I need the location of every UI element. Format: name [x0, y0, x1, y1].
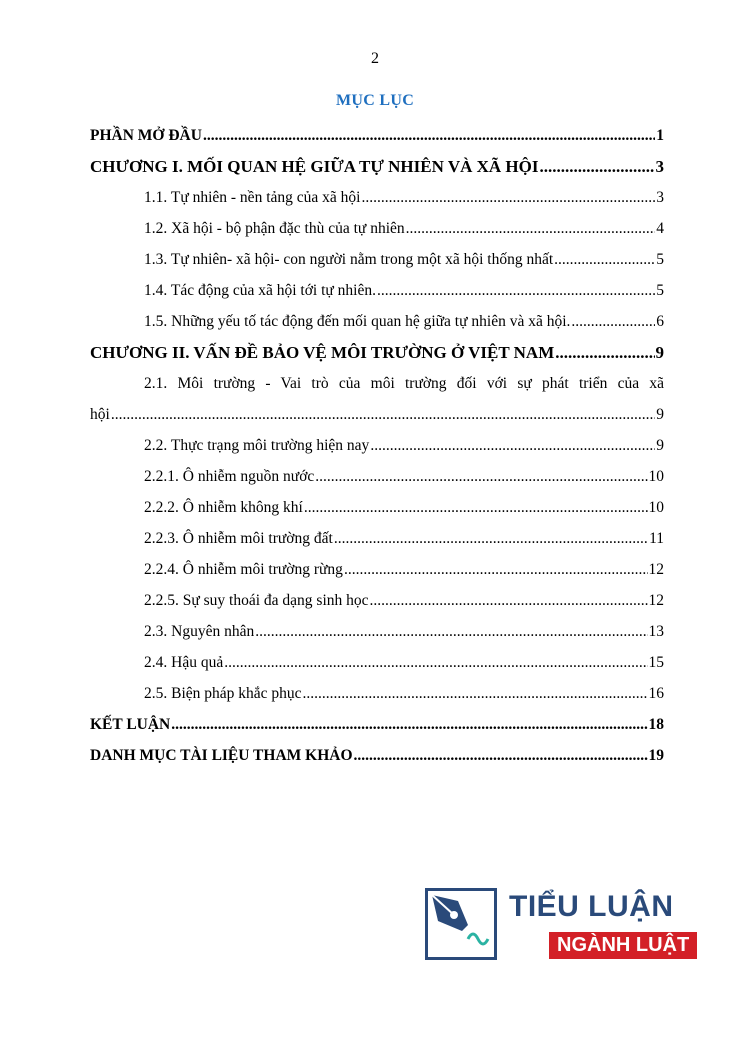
dot-leader — [304, 492, 648, 523]
toc-entry-label: 1.2. Xã hội - bộ phận đặc thù của tự nhiên — [144, 220, 405, 237]
dot-leader — [303, 678, 648, 709]
toc-entry-label: 2.2.5. Sự suy thoái đa dạng sinh học — [144, 592, 369, 609]
toc-entry-page: 12 — [648, 592, 664, 609]
toc-entry-intro[interactable] — [90, 120, 664, 151]
toc-entry-2-1[interactable] — [90, 399, 664, 430]
toc-entry-page: 6 — [656, 313, 664, 330]
brand-logo — [425, 888, 690, 966]
toc-entry-label: 2.4. Hậu quả — [144, 654, 224, 671]
toc-entry-page: 5 — [656, 282, 664, 299]
toc-entry-2-2-3[interactable] — [90, 523, 664, 554]
dot-leader — [224, 647, 647, 678]
toc-entry-label: 1.5. Những yếu tố tác động đến mối quan hệ giữa tự nhiên và xã hội. — [144, 313, 571, 330]
toc-entry-label: 2.2.2. Ô nhiễm không khí — [144, 499, 303, 516]
toc-entry-label: 2.3. Nguyên nhân — [144, 623, 255, 640]
toc-entry-page: 10 — [648, 499, 664, 516]
toc-entry-2-5[interactable] — [90, 678, 664, 709]
dot-leader — [111, 399, 655, 430]
toc-entry-2-1-line1[interactable]: 2.1. Môi trường - Vai trò của môi trường đối với sự phát triển của xã — [144, 375, 664, 392]
dot-leader — [539, 151, 654, 182]
toc-entry-conclusion[interactable] — [90, 709, 664, 740]
toc-entry-page: 11 — [649, 530, 664, 547]
toc-entry-1-2[interactable] — [90, 213, 664, 244]
toc-entry-label: CHƯƠNG II. VẤN ĐỀ BẢO VỆ MÔI TRƯỜNG Ở VIỆT NAM — [90, 343, 555, 362]
toc-entry-page: 9 — [655, 343, 664, 362]
toc-entry-chapter-1[interactable] — [90, 151, 664, 182]
toc-entry-page: 1 — [656, 127, 664, 144]
toc-entry-1-3[interactable] — [90, 244, 664, 275]
toc-entry-page: 10 — [648, 468, 664, 485]
toc-entry-2-2-1[interactable] — [90, 461, 664, 492]
dot-leader — [354, 740, 648, 771]
dot-leader — [370, 585, 648, 616]
logo-title: TIỂU LUẬN — [509, 890, 674, 923]
toc-entry-label: 2.2.4. Ô nhiễm môi trường rừng — [144, 561, 343, 578]
page-number: 2 — [371, 50, 379, 67]
pen-nib-icon — [425, 888, 497, 960]
logo-subtitle: NGÀNH LUẬT — [549, 932, 697, 959]
toc-entry-page: 9 — [656, 406, 664, 423]
toc-entry-page: 15 — [648, 654, 664, 671]
dot-leader — [370, 430, 655, 461]
dot-leader — [554, 244, 655, 275]
toc-entry-label: 2.2.3. Ô nhiễm môi trường đất — [144, 530, 333, 547]
toc-entry-1-5[interactable] — [90, 306, 664, 337]
dot-leader — [171, 709, 647, 740]
toc-entry-page: 18 — [648, 716, 664, 733]
dot-leader — [377, 275, 655, 306]
toc-entry-page: 16 — [648, 685, 664, 702]
toc-entry-page: 9 — [656, 437, 664, 454]
toc-entry-1-1[interactable] — [90, 182, 664, 213]
toc-entry-2-4[interactable] — [90, 647, 664, 678]
toc-entry-label: 1.3. Tự nhiên- xã hội- con người nằm trong một xã hội thống nhất — [144, 251, 554, 268]
toc-entry-label: 2.2.1. Ô nhiễm nguồn nước — [144, 468, 315, 485]
toc-entry-2-2-4[interactable] — [90, 554, 664, 585]
dot-leader — [203, 120, 655, 151]
toc-entry-label: hội — [90, 406, 110, 423]
toc-entry-chapter-2[interactable] — [90, 337, 664, 368]
dot-leader — [334, 523, 648, 554]
toc-title: MỤC LỤC — [335, 92, 415, 109]
toc-entry-label: 1.1. Tự nhiên - nền tảng của xã hội — [144, 189, 361, 206]
toc-entry-2-2-5[interactable] — [90, 585, 664, 616]
toc-entry-2-2[interactable] — [90, 430, 664, 461]
dot-leader — [361, 182, 655, 213]
toc-entry-references[interactable] — [90, 740, 664, 771]
toc-entry-label: KẾT LUẬN — [90, 716, 171, 733]
toc-entry-label: 2.5. Biện pháp khắc phục — [144, 685, 302, 702]
dot-leader — [571, 306, 655, 337]
toc-entry-page: 3 — [656, 189, 664, 206]
toc-entry-label: DANH MỤC TÀI LIỆU THAM KHẢO — [90, 747, 353, 764]
dot-leader — [555, 337, 654, 368]
toc-entry-2-3[interactable] — [90, 616, 664, 647]
toc-entry-page: 5 — [656, 251, 664, 268]
dot-leader — [344, 554, 648, 585]
toc-entry-1-4[interactable] — [90, 275, 664, 306]
toc-entry-page: 4 — [656, 220, 664, 237]
toc-entry-2-2-2[interactable] — [90, 492, 664, 523]
toc-entry-label: 1.4. Tác động của xã hội tới tự nhiên. — [144, 282, 376, 299]
dot-leader — [315, 461, 647, 492]
toc-entry-label: CHƯƠNG I. MỐI QUAN HỆ GIỮA TỰ NHIÊN VÀ XÃ HỘI — [90, 157, 539, 176]
toc-entry-label: PHẦN MỞ ĐẦU — [90, 127, 202, 144]
toc-entry-label: 2.2. Thực trạng môi trường hiện nay — [144, 437, 370, 454]
dot-leader — [255, 616, 647, 647]
dot-leader — [406, 213, 656, 244]
table-of-contents — [90, 120, 664, 771]
toc-entry-page: 13 — [648, 623, 664, 640]
toc-entry-page: 12 — [648, 561, 664, 578]
toc-entry-page: 19 — [648, 747, 664, 764]
toc-entry-page: 3 — [655, 157, 664, 176]
